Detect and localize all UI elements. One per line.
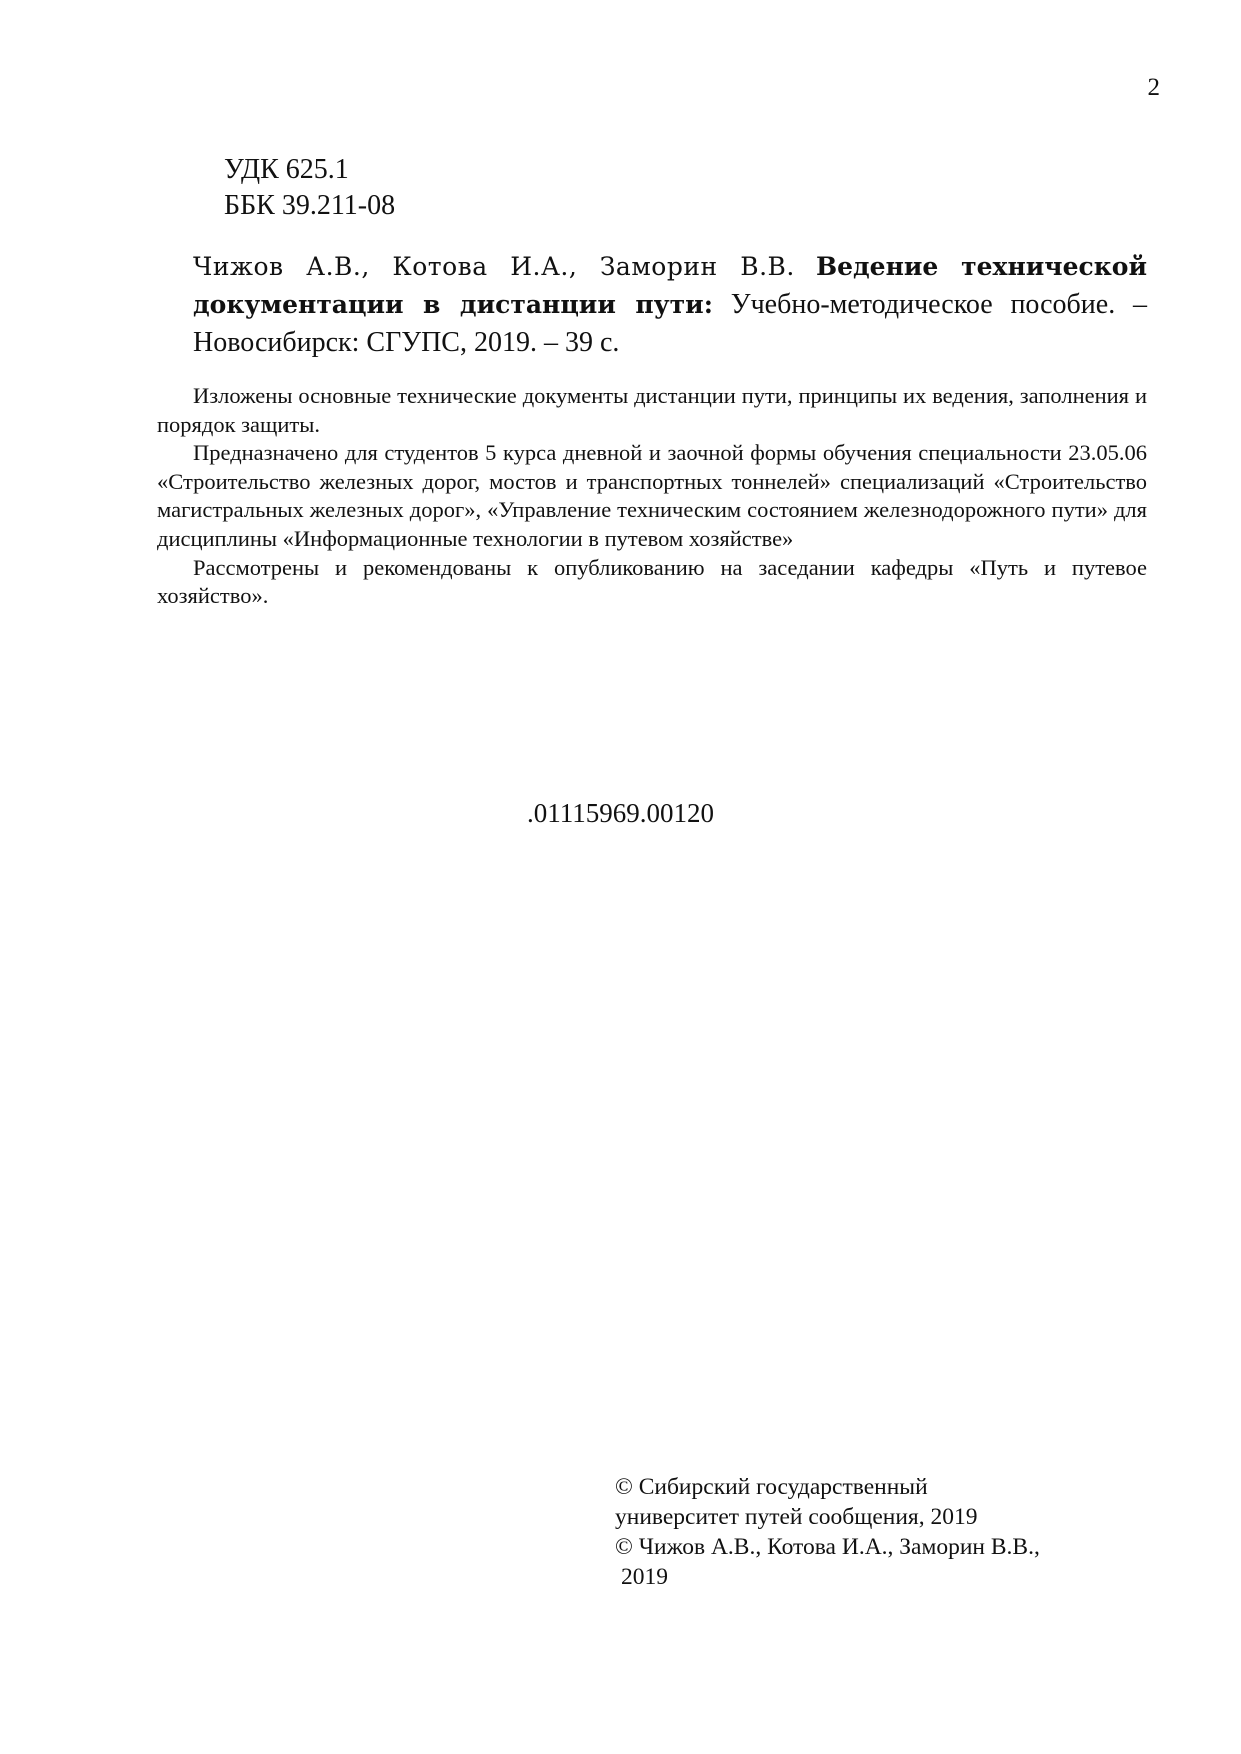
copyright-line: 2019: [621, 1564, 668, 1590]
annotation-paragraph: Предназначено для студентов 5 курса дневной и заочной формы обучения специальности 23.05.06 «Строительство железных дорог, мостов и транспортных тоннелей» специализаций «Строительство магистральных железных дорог», «Управление техническим состоянием железнодорожного пути» для дисциплины «Информационные технологии в путевом хозяйстве»: [157, 440, 1147, 551]
copyright-line: университет путей сообщения, 2019: [615, 1504, 978, 1530]
annotation-paragraph: Изложены основные технические документы дистанции пути, принципы их ведения, заполнения и порядок защиты.: [157, 383, 1147, 437]
citation-authors: Чижов А.В., Котова И.А., Заморин В.В.: [193, 252, 795, 281]
annotation: [157, 382, 1147, 611]
udk-code: УДК 625.1: [224, 154, 349, 185]
annotation-paragraph: Рассмотрены и рекомендованы к опубликованию на заседании кафедры «Путь и путевое хозяйство».: [157, 554, 1147, 609]
citation-title: Ведение технической документации в дистанции пути:: [193, 252, 1147, 319]
copyright-line: © Сибирский государственный: [615, 1474, 928, 1500]
citation-details: Учебно-методическое пособие. – Новосибирск: СГУПС, 2019. – 39 с.: [193, 289, 1148, 358]
bbk-code: ББК 39.211-08: [224, 190, 396, 221]
page-number: 2: [1147, 74, 1160, 101]
bibliographic-citation: [193, 248, 1147, 362]
copyright-line: © Чижов А.В., Котова И.А., Заморин В.В.,: [615, 1534, 1040, 1560]
copyright-block: [615, 1472, 1040, 1592]
document-code: .01115969.00120: [527, 798, 714, 828]
